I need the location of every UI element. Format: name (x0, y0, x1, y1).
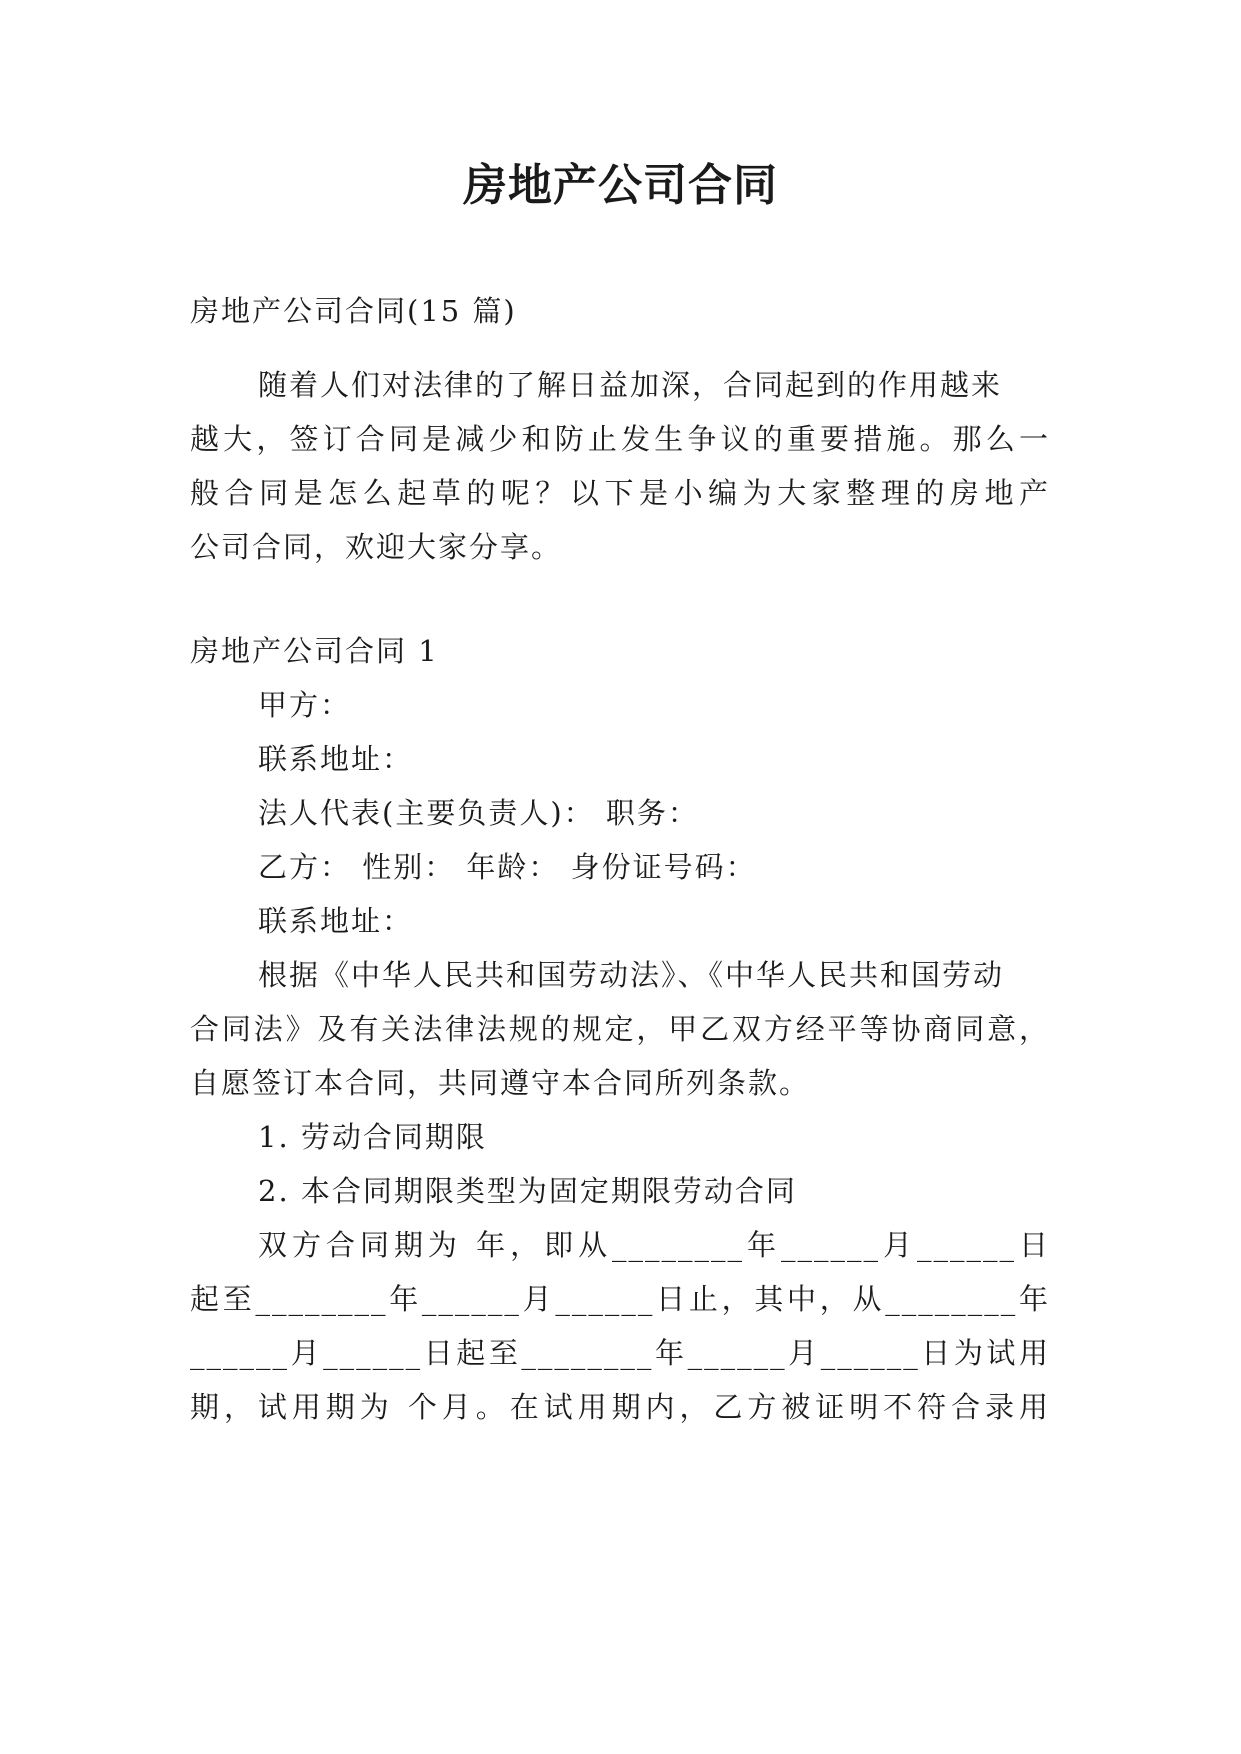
field-party-a: 甲方： (258, 688, 352, 722)
term-line: 起至________年______月______日止，其中，从________年 (190, 1282, 1050, 1316)
intro-line: 越大，签订合同是减少和防止发生争议的重要措施。那么一 (190, 422, 1050, 456)
term-line: 期，试用期为 个月。在试用期内，乙方被证明不符合录用 (190, 1390, 1050, 1424)
field-legal-rep: 法人代表(主要负责人)： 职务： (258, 796, 699, 830)
intro-line: 公司合同，欢迎大家分享。 (190, 530, 563, 564)
field-address: 联系地址： (258, 742, 414, 776)
intro-line: 般合同是怎么起草的呢？以下是小编为大家整理的房地产 (190, 476, 1050, 510)
term-line: 双方合同期为 年，即从________年______月______日 (258, 1228, 1050, 1262)
field-address: 联系地址： (258, 904, 414, 938)
basis-line: 自愿签订本合同，共同遵守本合同所列条款。 (190, 1066, 811, 1100)
document-subtitle: 房地产公司合同(15 篇) (190, 294, 517, 328)
clause-item: 1. 劳动合同期限 (258, 1120, 487, 1154)
basis-line: 合同法》及有关法律法规的规定，甲乙双方经平等协商同意， (190, 1012, 1050, 1046)
field-party-b: 乙方： 性别： 年龄： 身份证号码： (258, 850, 757, 884)
term-line: ______月______日起至________年______月______日为试用 (190, 1336, 1050, 1370)
document-title: 房地产公司合同 (463, 160, 778, 211)
section-heading: 房地产公司合同 1 (190, 634, 439, 668)
basis-line: 根据《中华人民共和国劳动法》、《中华人民共和国劳动 (258, 958, 1005, 992)
intro-line: 随着人们对法律的了解日益加深，合同起到的作用越来 (258, 368, 1003, 402)
clause-item: 2. 本合同期限类型为固定期限劳动合同 (258, 1174, 797, 1208)
